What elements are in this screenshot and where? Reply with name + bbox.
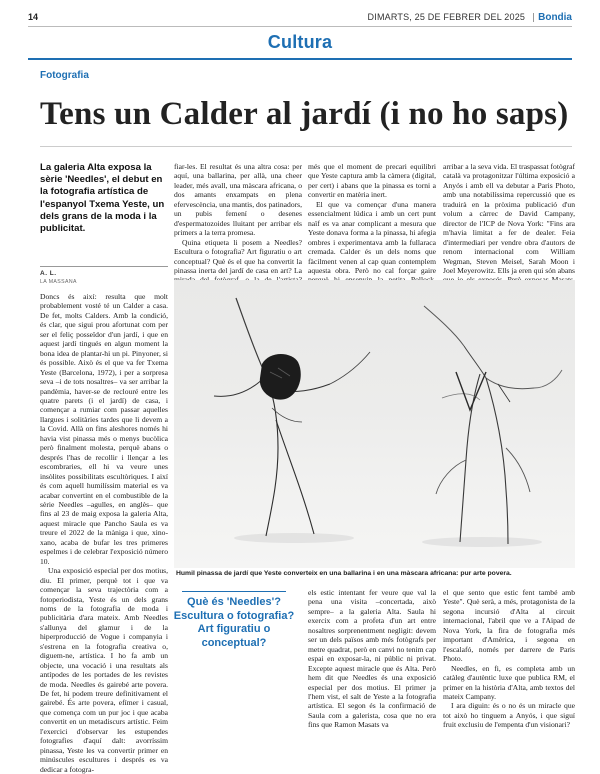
paragraph: els estic intentant fer veure que val la pena una visita –concertada, això sempre– a la galeria Alta. Saula hi exercix com a profeta d'un art entre nosaltres sorprenentment negligit: devem ser un dels països amb més fotògrafs per metre quadrat, però en canvi no tenim cap espai en exposar-la, ni públic ni privat. Excepte aquest miracle que és Alta. Però hem dit que Needles és una exposició especial per dos motius. El primer ja l'hem vist, el salt de Yeste a la fotografia artística. El segon és la confirmació de Saula com a galerista, cosa que no era fins que Ramon Masats va xyxy=(308,588,436,730)
paragraph: Doncs és així: resulta que molt probablement vosté té un Calder a casa. De fet, molts Calders. Amb la condició, és clar, que sigui prou afortunat com per ser el feliç posseïdor d'un jardí, i que en aquest jardí tingués en algun moment la bona idea de plantar-hi un pi. Pinyoner, si és possible. Això és el que va fer Txema Yeste (Barcelona, 1972), i per a sorpresa seva –i de tots nosaltres– va ser arribar la pandèmia, haver-se de reclouré entre les quatre parets (i el jardí) de casa, i començar a rumiar com passar aquelles llargues i solitàries tardes que li devem a la Covid. Allà on fins aleshores només hi havia vist pinassa més o menys bucòlica però finalment molesta, perquè abans o després l'has de recollir i llençar a les escombraries, ell hi va veure unes insòlites possibilitats escultòriques. I així és com aquell humilíssim material es va acabar convertint en el combustible de la sèrie Needles –agulles, en anglès– que fins al 23 de maig exposa la galeria Alta, aquest miracle que Pancho Saula es va treure el 2022 de la màniga i que, xino-xano, acaba de bufar les tres primeres espelmes i de celebrar l'exposició número 10. xyxy=(40,292,168,566)
paragraph: el que sento que estic fent també amb Yeste". Què serà, a més, protagonista de la segona incursió d'Alta al circuit internacional, l'abril que ve a l'Aipad de Nova York, la fira de fotografia més important d'Amèrica, i segona en l'escalafó, només per darrere de Paris Photo. xyxy=(443,588,575,664)
section-rule xyxy=(28,58,572,60)
paragraph: més que el moment de precari equilibri que Yeste captura amb la càmera (digital, per cert) i abans que la pinassa es torni a convertir en matèria inert. xyxy=(308,162,436,200)
paragraph: fiar-les. El resultat és una altra cosa: per aquí, una ballarina, per allà, una cheer leader, més avall, una màscara africana, o dos amants enxampats en plena efervescència, una mantis, dos patinadors, un pubis femení o desenes d'espermatozoides lluitant per arribar els primers a la terra promesa. xyxy=(174,162,302,238)
page-header xyxy=(28,10,572,24)
issue-date: DIMARTS, 25 DE FEBRER DEL 2025 xyxy=(367,12,526,22)
pullquote: Què és 'Needles'? Escultura o fotografia? Art figuratiu o conceptual? xyxy=(173,596,295,649)
article-column-3 xyxy=(308,162,436,276)
article-photo xyxy=(174,280,575,568)
headline-rule xyxy=(40,146,572,147)
article-column-4-lower xyxy=(443,588,575,733)
article-column-2 xyxy=(174,162,302,276)
pine-needle-sculptures xyxy=(174,280,575,568)
byline-rule xyxy=(40,266,168,267)
article-column-1 xyxy=(40,292,168,774)
header-rule xyxy=(28,26,572,27)
page-number: 14 xyxy=(28,12,39,22)
article-deck: La galeria Alta exposa la sèrie 'Needles', el debut en la fotografia artística de l'espanyol Txema Yeste, un dels grans de la moda i la publicitat. xyxy=(40,162,165,235)
paragraph: El que va començar d'una manera essencialment lúdica i amb un cert punt naïf es va anar complicant a mesura que Yeste donava forma a la pinassa, hi afegia ombres i experimentava amb la fullaraca cremada. Calder és un dels noms que fàcilment venen al cap quan contemplem aquesta obra. Però no cal forçar gaire xyxy=(308,199,436,275)
paragraph: Una exposició especial per dos motius, diu. El primer, perquè tot i que va començar la seva trajectòria com a fotoperiodista, Yeste és un dels grans noms de la fotografia de moda i publicitària d'ara mateix. Amb Needles s'allunya del glamur i de la hiperproducció de Vogue i companyia i s'estrena en la fotografia creativa o, diguem-ne, artística. I ho fa amb un objecte, una vocació i una resultats als antípodes de les portades de les revistes de moda. Needles és gairebé arte povera. De fet, hi podem treure definitivament el gairebé. És arte povera, efímer i casual, que comença com un pur joc i que acaba convertit en un metadiscurs artístic. Feim l'exercici d'observar les estupendes fotografies d'aquí dalt: avorríssim pinassa, Yeste les va convertir primer en minúscules escultures i després es va dedicar a fotogra- xyxy=(40,566,168,774)
section-title: Cultura xyxy=(267,32,333,52)
paragraph: Quina etiqueta li posem a Needles? Escultura o fotografia? Art figuratiu o art conceptual? Què és el que ha convertit la pinassa inerta del jardí de casa en art? La xyxy=(174,237,302,275)
paragraph: Needles, en fi, es completa amb un catàleg d'autèntic luxe que publica RM, el primer en la història d'Alta, amb textos del mateix Campany. xyxy=(443,663,575,701)
header-divider xyxy=(533,13,534,22)
paragraph: arribar a la seva vida. El traspassat fotògraf català va protagonitzar l'última exposició a Anyós i amb ell va debutar a Paris Photo, amb una notabilíssima repercussió que es traduirà en la pròxima publicació d'un volum a càrrec de David Campany, director de l'ICP de Nova York: "Fins ara m'havia limitat a fer de dealer. Feia d'intermediari per vendre obra d'autors de renom internacional com William Wegman, Steven Meisel, Sarah Moon i Joel Meyerowitz. Ells ja eren qui són abans xyxy=(443,162,576,275)
article-headline: Tens un Calder al jardí (i no ho saps) xyxy=(40,96,569,132)
brand-logo: Bondia xyxy=(538,11,572,23)
paragraph: I ara diguin: és o no és un miracle que tot això ho tinguem a Anyós, i que siguí fruit exclusiu de l'empenta d'un visionari? xyxy=(443,701,575,730)
article-kicker: Fotografia xyxy=(40,70,89,81)
byline-place: LA MASSANA xyxy=(40,279,77,285)
photo-caption: Humil pinassa de jardí que Yeste converteix en una ballarina i en una màscara africana: pur arte povera. xyxy=(176,570,512,577)
pullquote-rule-top xyxy=(182,591,286,592)
article-column-4 xyxy=(443,162,575,276)
byline-author: A. L. xyxy=(40,270,57,277)
article-column-3-lower xyxy=(308,588,436,733)
